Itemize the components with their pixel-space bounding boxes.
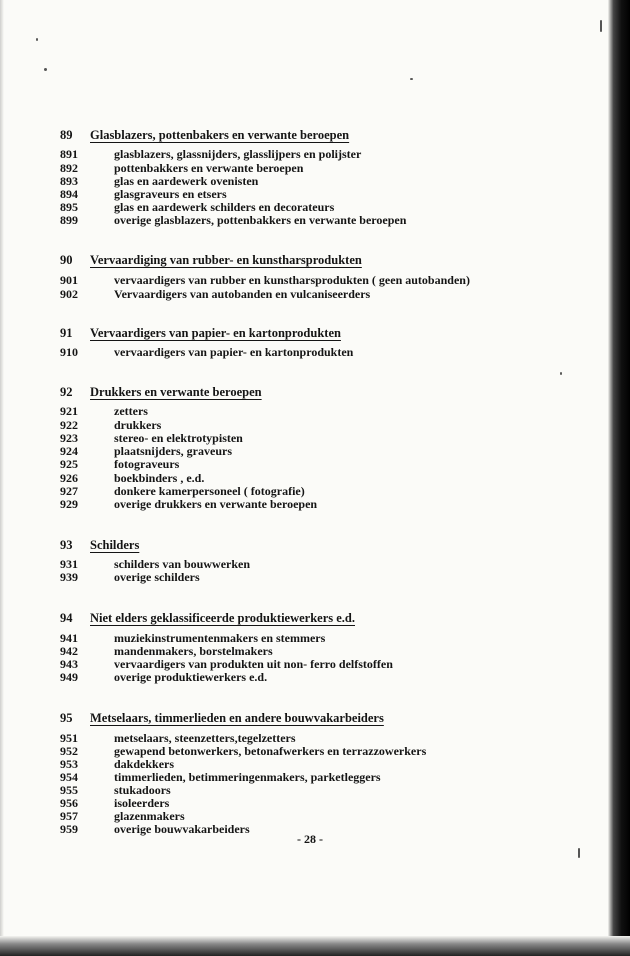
item-code: 939: [60, 570, 78, 584]
item-code: 892: [60, 161, 78, 175]
item-label: timmerlieden, betimmeringenmakers, parketleggers: [114, 770, 381, 784]
item-code: 901: [60, 273, 78, 287]
item-label: glas en aardewerk ovenisten: [114, 174, 259, 188]
list-item: [60, 405, 148, 418]
scan-bottom-edge: [0, 936, 630, 956]
item-label: plaatsnijders, graveurs: [114, 444, 232, 458]
item-code: 942: [60, 644, 78, 658]
section-title: Vervaardigers van papier- en kartonprodukten: [90, 326, 341, 340]
item-label: vervaardigers van rubber en kunstharsprodukten ( geen autobanden): [114, 273, 470, 287]
item-code: 924: [60, 444, 78, 458]
item-label: Vervaardigers van autobanden en vulcaniseerders: [114, 287, 371, 301]
item-code: 951: [60, 731, 78, 745]
item-label: glasgraveurs en etsers: [114, 187, 227, 201]
item-label: fotograveurs: [114, 457, 180, 471]
item-code: 899: [60, 213, 78, 227]
section-code: 90: [60, 253, 73, 267]
item-code: 902: [60, 287, 78, 301]
item-label: overige bouwvakarbeiders: [114, 822, 250, 836]
scan-speck: [36, 38, 38, 41]
item-code: 891: [60, 147, 78, 161]
section-title: Metselaars, timmerlieden en andere bouwvakarbeiders: [90, 711, 384, 725]
item-label: overige glasblazers, pottenbakkers en verwante beroepen: [114, 213, 407, 227]
item-label: overige drukkers en verwante beroepen: [114, 497, 318, 511]
scan-speck: [410, 78, 413, 80]
item-label: overige produktiewerkers e.d.: [114, 670, 268, 684]
scan-right-edge: [608, 0, 630, 956]
item-code: 941: [60, 631, 78, 645]
list-item: [60, 288, 370, 301]
item-code: 910: [60, 345, 78, 359]
scan-speck: [578, 848, 580, 858]
section-header: [60, 711, 384, 726]
section-code: 95: [60, 711, 73, 725]
page-number: - 28 -: [297, 832, 323, 846]
item-label: overige schilders: [114, 570, 200, 584]
item-label: stukadoors: [114, 783, 171, 797]
item-code: 927: [60, 484, 78, 498]
item-code: 922: [60, 418, 78, 432]
list-item: [60, 346, 353, 359]
item-code: 931: [60, 557, 78, 571]
item-label: gewapend betonwerkers, betonafwerkers en terrazzowerkers: [114, 744, 427, 758]
section-title: Niet elders geklassificeerde produktiewerkers e.d.: [90, 611, 355, 625]
section-code: 92: [60, 385, 73, 399]
item-code: 953: [60, 757, 78, 771]
section-code: 93: [60, 538, 73, 552]
item-label: metselaars, steenzetters,tegelzetters: [114, 731, 296, 745]
item-label: pottenbakkers en verwante beroepen: [114, 161, 304, 175]
item-label: schilders van bouwwerken: [114, 557, 251, 571]
item-label: isoleerders: [114, 796, 170, 810]
section-title: Drukkers en verwante beroepen: [90, 385, 262, 399]
item-code: 955: [60, 783, 78, 797]
scan-speck: [600, 20, 602, 32]
item-code: 923: [60, 431, 78, 445]
section-code: 94: [60, 611, 73, 625]
item-label: boekbinders , e.d.: [114, 471, 205, 485]
item-label: donkere kamerpersoneel ( fotografie): [114, 484, 305, 498]
section-code: 91: [60, 326, 73, 340]
item-label: drukkers: [114, 418, 162, 432]
section-header: [60, 326, 341, 341]
item-code: 954: [60, 770, 78, 784]
item-label: stereo- en elektrotypisten: [114, 431, 243, 445]
section-header: [60, 253, 362, 268]
list-item: [60, 498, 317, 511]
item-code: 929: [60, 497, 78, 511]
item-code: 949: [60, 670, 78, 684]
item-code: 957: [60, 809, 78, 823]
section-title: Glasblazers, pottenbakers en verwante beroepen: [90, 128, 350, 142]
list-item: [60, 148, 361, 161]
item-label: muziekinstrumentenmakers en stemmers: [114, 631, 326, 645]
item-label: glasblazers, glassnijders, glasslijpers en polijster: [114, 147, 362, 161]
item-label: vervaardigers van produkten uit non- ferro delfstoffen: [114, 657, 393, 671]
section-title: Vervaardiging van rubber- en kunstharsprodukten: [90, 253, 362, 267]
section-header: [60, 128, 349, 143]
list-item: [60, 274, 470, 287]
section-header: [60, 385, 262, 400]
section-title: Schilders: [90, 538, 140, 552]
list-item: [60, 823, 250, 836]
list-item: [60, 571, 200, 584]
item-label: zetters: [114, 404, 148, 418]
item-code: 921: [60, 404, 78, 418]
list-item: [60, 771, 381, 784]
item-label: glazenmakers: [114, 809, 185, 823]
item-code: 926: [60, 471, 78, 485]
scan-speck: [560, 372, 562, 375]
item-label: dakdekkers: [114, 757, 175, 771]
item-label: mandenmakers, borstelmakers: [114, 644, 273, 658]
scan-speck: [44, 68, 47, 71]
section-header: [60, 538, 139, 553]
item-code: 943: [60, 657, 78, 671]
list-item: [60, 214, 406, 227]
item-code: 894: [60, 187, 78, 201]
item-label: vervaardigers van papier- en kartonprodukten: [114, 345, 354, 359]
item-code: 959: [60, 822, 78, 836]
item-code: 956: [60, 796, 78, 810]
section-code: 89: [60, 128, 73, 142]
item-label: glas en aardewerk schilders en decorateurs: [114, 200, 335, 214]
list-item: [60, 458, 179, 471]
section-header: [60, 611, 355, 626]
item-code: 893: [60, 174, 78, 188]
item-code: 925: [60, 457, 78, 471]
item-code: 952: [60, 744, 78, 758]
item-code: 895: [60, 200, 78, 214]
list-item: [60, 671, 267, 684]
